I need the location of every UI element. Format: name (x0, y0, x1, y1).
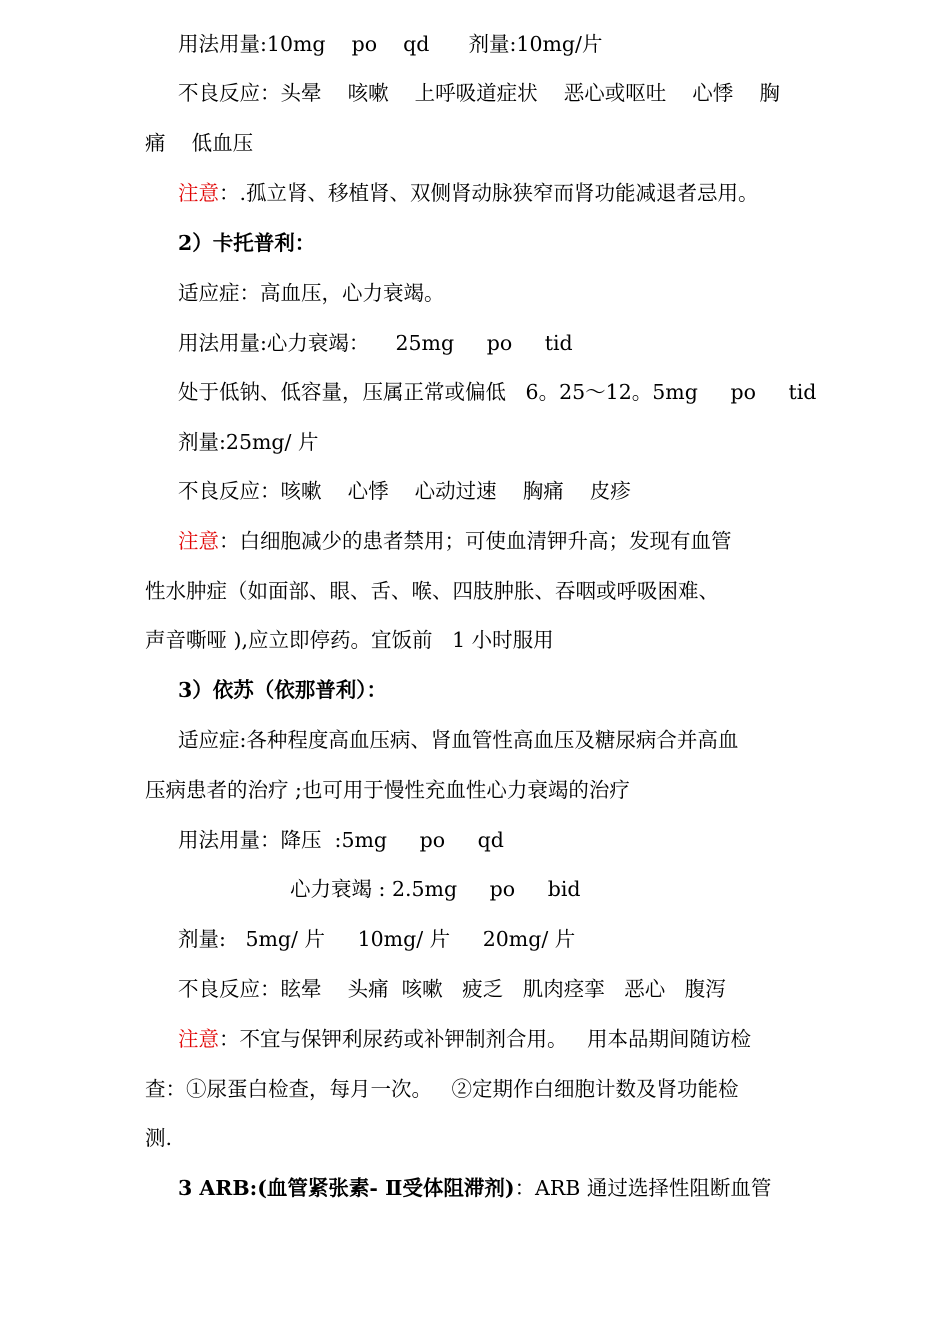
warning-label: 注意 (178, 529, 219, 553)
text-line: 不良反应：眩晕 头痛 咳嗽 疲乏 肌肉痉挛 恶心 腹泻 (178, 977, 726, 1001)
warning-text: ：不宜与保钾利尿药或补钾制剂合用。 用本品期间随访检 (219, 1027, 752, 1051)
section-heading-text: ：ARB 通过选择性阻断血管 (514, 1176, 772, 1200)
text-line: 查：①尿蛋白检查，每月一次。 ②定期作白细胞计数及肾功能检 (145, 1077, 739, 1101)
section-heading: 2）卡托普利： (178, 231, 316, 255)
text-line: 剂量: 5mg/ 片 10mg/ 片 20mg/ 片 (178, 927, 576, 951)
text-line: 剂量:25mg/ 片 (178, 430, 319, 454)
warning-label: 注意 (178, 1027, 219, 1051)
section-heading: 3）依苏（依那普利）： (178, 678, 388, 702)
text-line: 性水肿症（如面部、眼、舌、喉、四肢肿胀、吞咽或呼吸困难、 (145, 579, 719, 603)
text-line: 声音嘶哑 ),应立即停药。宜饭前 1 小时服用 (145, 628, 554, 652)
text-line: 用法用量：降压 :5mg po qd (178, 828, 504, 852)
section-heading (178, 1174, 771, 1202)
warning-label: 注意 (178, 181, 219, 205)
text-line: 用法用量:10mg po qd 剂量:10mg/片 (178, 32, 603, 56)
warning-text: ：白细胞减少的患者禁用；可使血清钾升高；发现有血管 (219, 529, 732, 553)
text-line: 测. (145, 1126, 173, 1150)
text-line (178, 1025, 751, 1053)
text-line (178, 527, 732, 555)
text-line: 不良反应：头晕 咳嗽 上呼吸道症状 恶心或呕吐 心悸 胸 (178, 81, 780, 105)
text-line: 心力衰竭 : 2.5mg po bid (290, 877, 581, 901)
text-line: 处于低钠、低容量，压属正常或偏低 6。25～12。5mg po tid (178, 380, 817, 404)
text-line: 适应症:各种程度高血压病、肾血管性高血压及糖尿病合并高血 (178, 728, 739, 752)
text-line (178, 179, 759, 207)
text-line: 痛 低血压 (145, 131, 254, 155)
section-heading-bold: 3 ARB:(血管紧张素- Ⅱ受体阻滞剂) (178, 1176, 515, 1200)
text-line: 不良反应：咳嗽 心悸 心动过速 胸痛 皮疹 (178, 479, 631, 503)
text-line: 用法用量:心力衰竭： 25mg po tid (178, 331, 573, 355)
text-line: 压病患者的治疗 ;也可用于慢性充血性心力衰竭的治疗 (145, 778, 630, 802)
text-line: 适应症：高血压，心力衰竭。 (178, 281, 445, 305)
warning-text: ：.孤立肾、移植肾、双侧肾动脉狭窄而肾功能减退者忌用。 (219, 181, 759, 205)
